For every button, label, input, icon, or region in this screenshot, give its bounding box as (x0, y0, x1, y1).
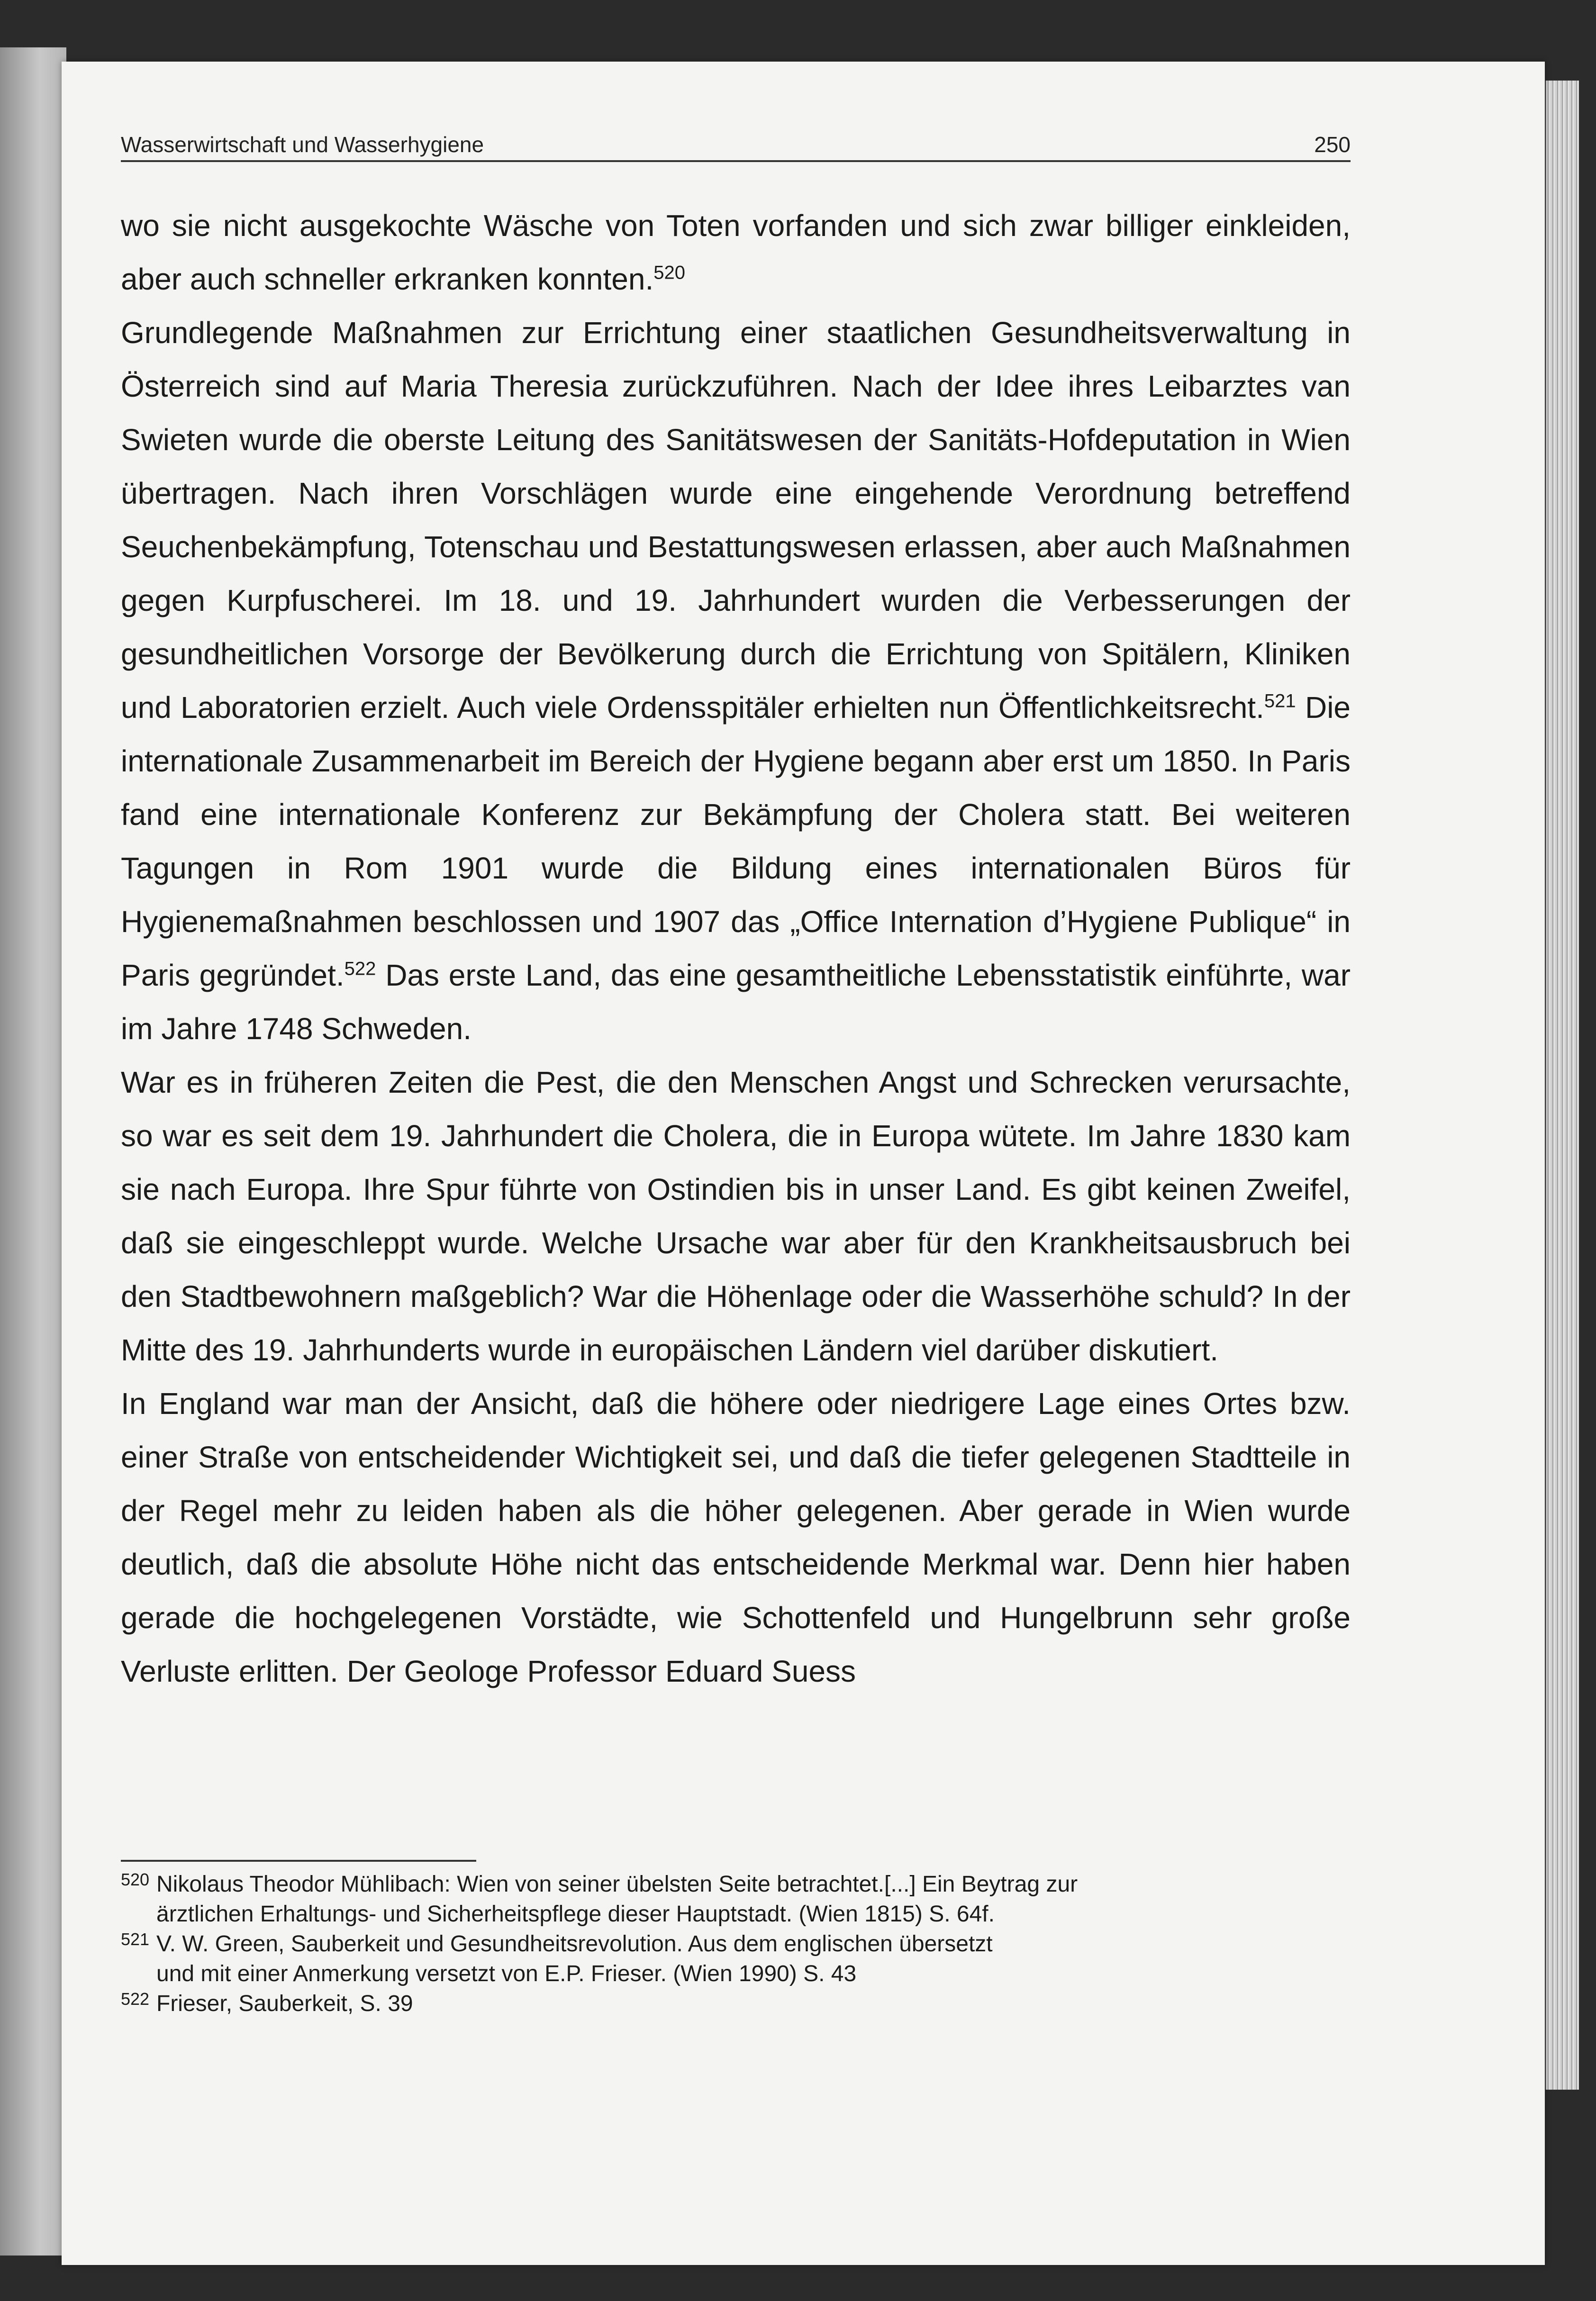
paragraph-2-text-b: Die internationale Zusammenarbeit im Bereich der Hygiene begann aber erst um 1850. In Paris fand eine internationale Konferenz zur Bekämpfung der Cholera statt. Bei weiteren Tagungen in Rom 1901 wurde die Bildung eines internationalen Büros für Hygienemaßnahmen beschlossen und 1907 das „Office Internation d’Hygiene Publique“ in Paris gegründet. (121, 690, 1351, 992)
footnote-522 (121, 1989, 1351, 2019)
paragraph-1 (121, 199, 1351, 306)
footnote-number: 520 (121, 1870, 150, 1889)
header-title: Wasserwirtschaft und Wasserhygiene (121, 132, 484, 157)
running-header (121, 125, 1351, 162)
page-stack-edge (1546, 81, 1579, 2090)
footnote-521 (121, 1929, 1351, 1989)
footnote-ref-520: 520 (653, 262, 685, 283)
footnote-520 (121, 1869, 1351, 1929)
footnote-line: Nikolaus Theodor Mühlibach: Wien von seiner übelsten Seite betrachtet.[...] Ein Beytrag zur (156, 1872, 1078, 1897)
facing-page-edge (0, 47, 66, 2256)
footnote-divider (121, 1860, 476, 1862)
footnote-line: ärztlichen Erhaltungs- und Sicherheitspflege dieser Hauptstadt. (Wien 1815) S. 64f. (156, 1902, 995, 1927)
paragraph-2 (121, 306, 1351, 1056)
footnotes (121, 1869, 1351, 2019)
footnote-line: und mit einer Anmerkung versetzt von E.P. Frieser. (Wien 1990) S. 43 (156, 1961, 857, 1986)
paragraph-2-text-a: Grundlegende Maßnahmen zur Errichtung einer staatlichen Gesundheitsverwaltung in Österreich sind auf Maria Theresia zurückzuführen. Nach der Idee ihres Leibarztes van Swieten wurde die oberste Leitung des Sanitätswesen der Sanitäts-Hofdeputation in Wien übertragen. Nach ihren Vorschlägen wurde eine eingehende Verordnung betreffend Seuchenbekämpfung, Totenschau und Bestattungswesen erlassen, aber auch Maßnahmen gegen Kurpfuscherei. Im 18. und 19. Jahrhundert wurden die Verbesserungen der gesundheitlichen Vorsorge der Bevölkerung durch die Errichtung von Spitälern, Kliniken und Laboratorien erzielt. Auch viele Ordensspitäler erhielten nun Öffentlichkeitsrecht. (121, 316, 1351, 725)
footnote-number: 522 (121, 1989, 150, 2009)
page-number: 250 (1314, 132, 1351, 157)
paragraph-3: War es in früheren Zeiten die Pest, die den Menschen Angst und Schrecken verursachte, so war es seit dem 19. Jahrhundert die Cholera, die in Europa wütete. Im Jahre 1830 kam sie nach Europa. Ihre Spur führte von Ostindien bis in unser Land. Es gibt keinen Zweifel, daß sie eingeschleppt wurde. Welche Ursache war aber für den Krankheitsausbruch bei den Stadtbewohnern maßgeblich? War die Höhenlage oder die Wasserhöhe schuld? In der Mitte des 19. Jahrhunderts wurde in europäischen Ländern viel darüber diskutiert. (121, 1065, 1351, 1367)
paragraph-2-text-c: Das erste Land, das eine gesamtheitliche Lebensstatistik einführte, war im Jahre 1748 Schweden. (121, 958, 1351, 1046)
footnote-ref-522: 522 (344, 958, 376, 979)
paragraph-1-text: wo sie nicht ausgekochte Wäsche von Toten vorfanden und sich zwar billiger einkleiden, aber auch schneller erkranken konnten. (121, 208, 1351, 296)
footnote-ref-521: 521 (1264, 690, 1296, 712)
body-text (121, 199, 1351, 1698)
footnote-line: Frieser, Sauberkeit, S. 39 (156, 1991, 413, 2016)
paragraph-4: In England war man der Ansicht, daß die höhere oder niedrigere Lage eines Ortes bzw. einer Straße von entscheidender Wichtigkeit sei, und daß die tiefer gelegenen Stadtteile in der Regel mehr zu leiden haben als die höher gelegenen. Aber gerade in Wien wurde deutlich, daß die absolute Höhe nicht das entscheidende Merkmal war. Denn hier haben gerade die hochgelegenen Vorstädte, wie Schottenfeld und Hungelbrunn sehr große Verluste erlitten. Der Geologe Professor Eduard Suess (121, 1386, 1351, 1688)
footnote-number: 521 (121, 1930, 150, 1949)
footnote-line: V. W. Green, Sauberkeit und Gesundheitsrevolution. Aus dem englischen übersetzt (156, 1931, 993, 1957)
